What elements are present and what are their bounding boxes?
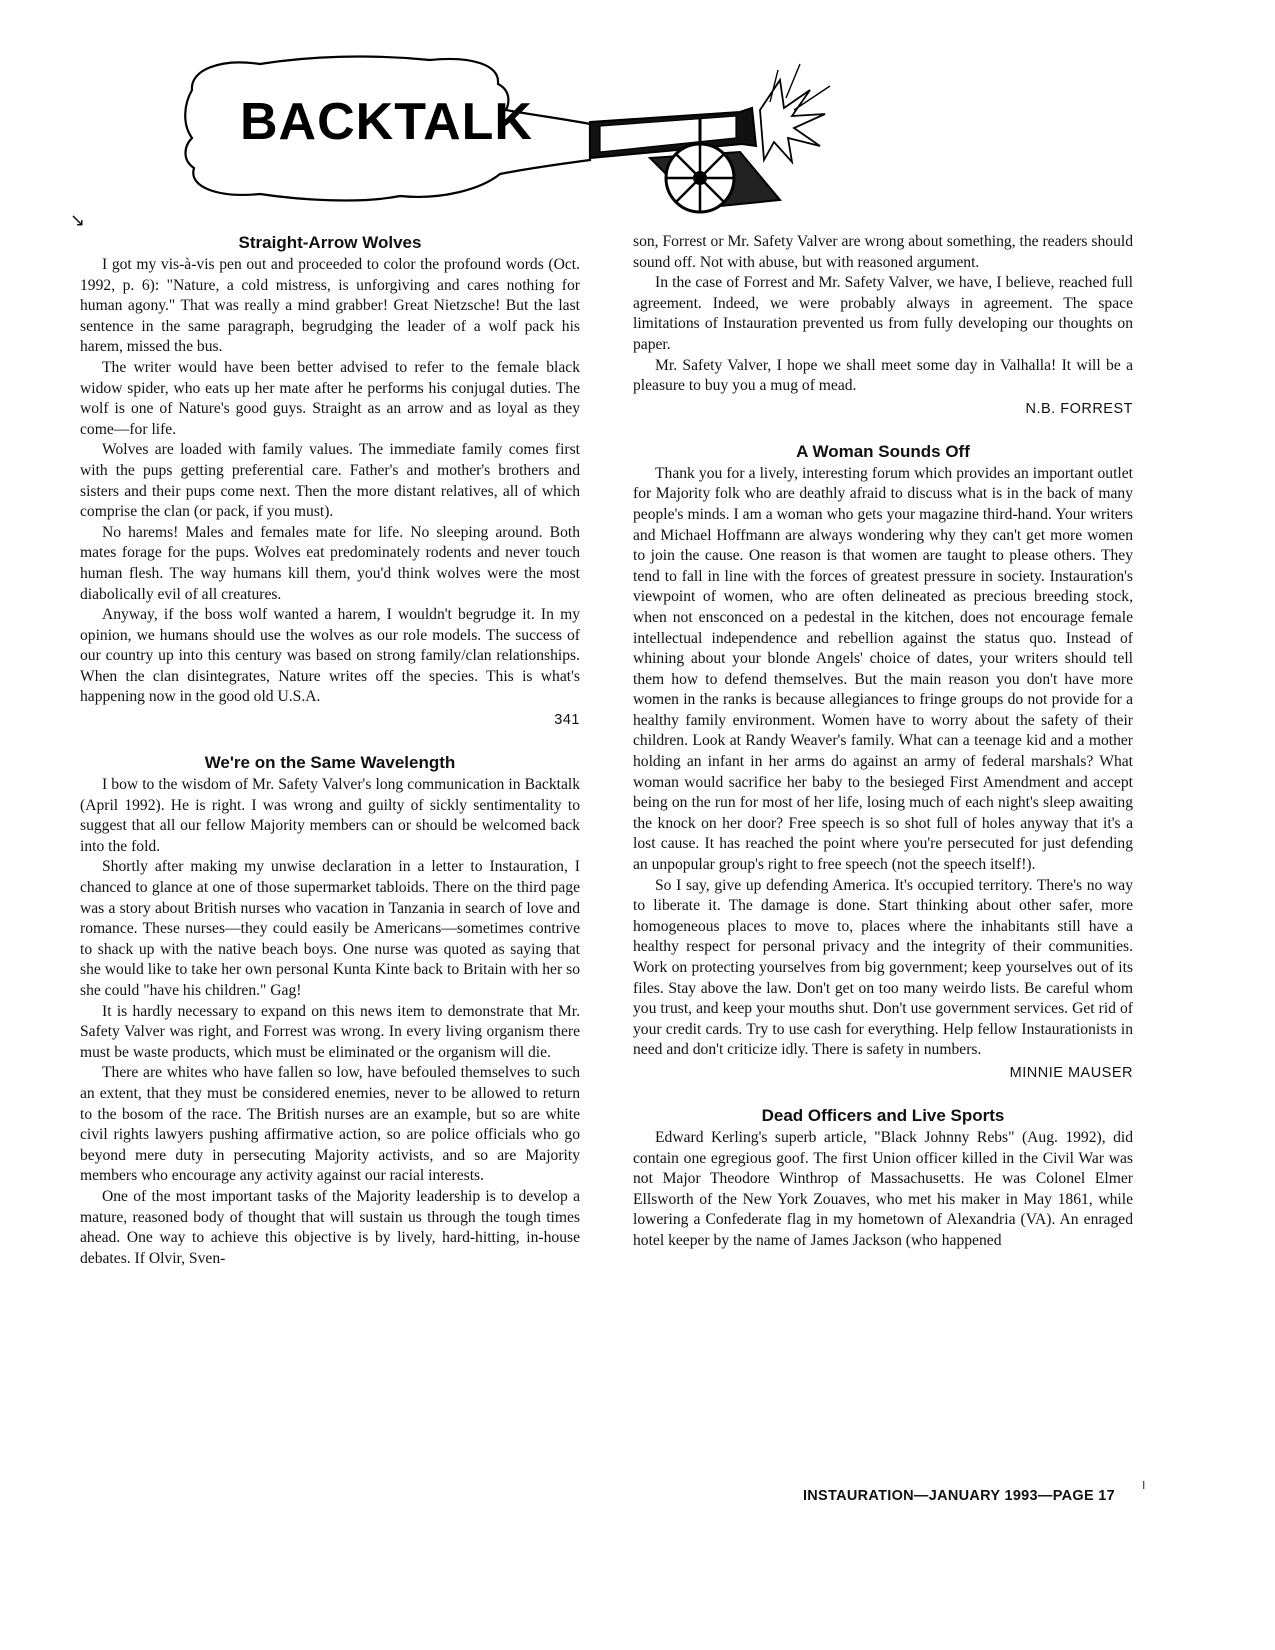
paragraph: There are whites who have fallen so low, have befouled themselves to such an extent, that they must be considered enemies, never to be allowed to return to the bosom of the race. The British nurses are an example, but so are white civil rights lawyers pushing affirmative action, so are police officials who go beyond mere duty in persecuting Majority activists, and so are Majority members who encourage any activity against our racial interests. (80, 1064, 580, 1185)
paragraph: In the case of Forrest and Mr. Safety Valver, we have, I believe, reached full agreement. Indeed, we were probably always in agreement. The space limitations of Instauration prevented us from fully developing our thoughts on paper. (633, 274, 1133, 353)
paragraph: Anyway, if the boss wolf wanted a harem, I wouldn't begrudge it. In my opinion, we humans should use the wolves as our role models. The success of our country up into this century was based on strong family/clan relationships. When the clan disintegrates, Nature writes off the species. This is what's happening now in the good old U.S.A. (80, 606, 580, 706)
article-title: We're on the Same Wavelength (204, 753, 456, 773)
signature: N.B. FORREST (1025, 400, 1133, 417)
signature: MINNIE MAUSER (1009, 1064, 1133, 1081)
article-title: Dead Officers and Live Sports (761, 1105, 1005, 1125)
paragraph: I got my vis-à-vis pen out and proceeded to color the profound words (Oct. 1992, p. 6): "Nature, a cold mistress, is unforgiving and cares nothing for human agony." That was really a mind grabber! Great Nietzsche! But the last sentence in the same paragraph, begrudging the leader of a wolf pack his harem, missed the bus. (80, 256, 580, 356)
paragraph: Shortly after making my unwise declaration in a letter to Instauration, I chanced to glance at one of those supermarket tabloids. There on the third page was a story about British nurses who vacation in Tanzania in search of love and romance. These nurses—they could easily be Americans—sometimes contrive to shack up with the native beach boys. One nurse was quoted as saying that she would like to take her own personal Kunta Kinte back to Britain with her so she could "have his children." Gag! (80, 858, 580, 999)
paragraph: Mr. Safety Valver, I hope we shall meet some day in Valhalla! It will be a pleasure to buy you a mug of mead. (633, 356, 1133, 395)
paragraph: The writer would have been better advised to refer to the female black widow spider, who eats up her mate after he performs his conjugal duties. The wolf is one of Nature's good guys. Straight as an arrow and as loyal as they come—for life. (80, 358, 580, 438)
paragraph: son, Forrest or Mr. Safety Valver are wrong about something, the readers should sound off. Not with abuse, but with reasoned argument. (633, 233, 1133, 271)
signature: 341 (554, 712, 580, 729)
left-column (80, 232, 580, 1269)
paragraph: Edward Kerling's superb article, "Black Johnny Rebs" (Aug. 1992), did contain one egregious goof. The first Union officer killed in the Civil War was not Major Theodore Winthrop of Massachusetts. He was Colonel Elmer Ellsworth of the New York Zouaves, who met his maker in May 1861, while lowering a Confederate flag in my hometown of Alexandria (VA). An enraged hotel keeper by the name of James Jackson (who happened (633, 1128, 1133, 1249)
paragraph: Wolves are loaded with family values. The immediate family comes first with the pups getting preferential care. Father's and mother's brothers and sisters and their pups come next. Then the more distant relatives, all of which comprise the clan (or pack, if you must). (80, 441, 580, 521)
masthead-title: BACKTALK (240, 93, 533, 151)
paragraph: One of the most important tasks of the Majority leadership is to develop a mature, reasoned body of thought that will sustain us through the tough times ahead. One way to achieve this objective is by lively, hard-hitting, in-house debates. If Olvir, Sven- (80, 1187, 580, 1267)
right-column (633, 232, 1133, 1252)
article-title: A Woman Sounds Off (796, 441, 970, 461)
paragraph: No harems! Males and females mate for life. No sleeping around. Both mates forage for the pups. Wolves eat predominately rodents and never touch human flesh. The way humans kill them, you'd think wolves were the most diabolically evil of all creatures. (80, 523, 580, 603)
masthead (180, 50, 940, 220)
paragraph: I bow to the wisdom of Mr. Safety Valver's long communication in Backtalk (April 1992). He is right. I was wrong and guilty of sickly sentimentality to suggest that all our fellow Majority members can or should be welcomed back into the fold. (80, 776, 580, 855)
paragraph: So I say, give up defending America. It's occupied territory. There's no way to liberate it. The damage is done. Start thinking about other safer, more homogeneous places to move to, places where the inhabitants still have a healthy respect for personal privacy and the integrity of their communities. Work on protecting yourselves from big government; keep yourselves out of its files. Stay above the law. Don't get on too many weirdo lists. Be careful whom you trust, and keep your mouths shut. Don't use government services. Get rid of your credit cards. Try to use cash for everything. Help fellow Instaurationists in need and don't criticize idly. There is safety in numbers. (633, 876, 1133, 1059)
paragraph: Thank you for a lively, interesting forum which provides an important outlet for Majority folk who are deathly afraid to discuss what is in the back of many people's minds. I am a woman who gets your magazine third-hand. Your writers and Michael Hoffmann are always wondering why they can't get more women to join the cause. One reason is that women are taught to please others. They tend to fall in line with the forces of greatest pressure in society. Instauration's viewpoint of women, who are often delineated as precious breeding stock, when not ensconced on a pedestal in the kitchen, does not encourage female intellectual independence and rebellion against the status quo. Instead of whining about your blonde Angels' choice of dates, your writers should tell them how to defend themselves. But the main reason you don't have more women in the ranks is because allegiances to fringe groups do not provide for a healthy family environment. Women have to worry about the safety of their children. Look at Randy Weaver's family. What can a teenage kid and a mother holding an infant in her arms do against an army of federal marshals? What woman would sacrifice her baby to the besieged First Amendment and accept being on the run for most of her life, losing much of each night's sleep awaiting the knock on her door? Free speech is so shot full of holes anyway that it's a lost cause. It has reached the point where you're persecuted for just defending an unpopular group's right to free speech (not the speech itself!). (633, 464, 1133, 874)
scan-mark: ˡ (1142, 1480, 1145, 1497)
page-footer: INSTAURATION—JANUARY 1993—PAGE 17 (802, 1488, 1115, 1504)
scan-mark: ↘ (70, 210, 86, 230)
paragraph: It is hardly necessary to expand on this news item to demonstrate that Mr. Safety Valver was right, and Forrest was wrong. In every living organism there must be waste products, which must be eliminated or the organism will die. (80, 1002, 580, 1061)
article-title: Straight-Arrow Wolves (238, 233, 422, 252)
